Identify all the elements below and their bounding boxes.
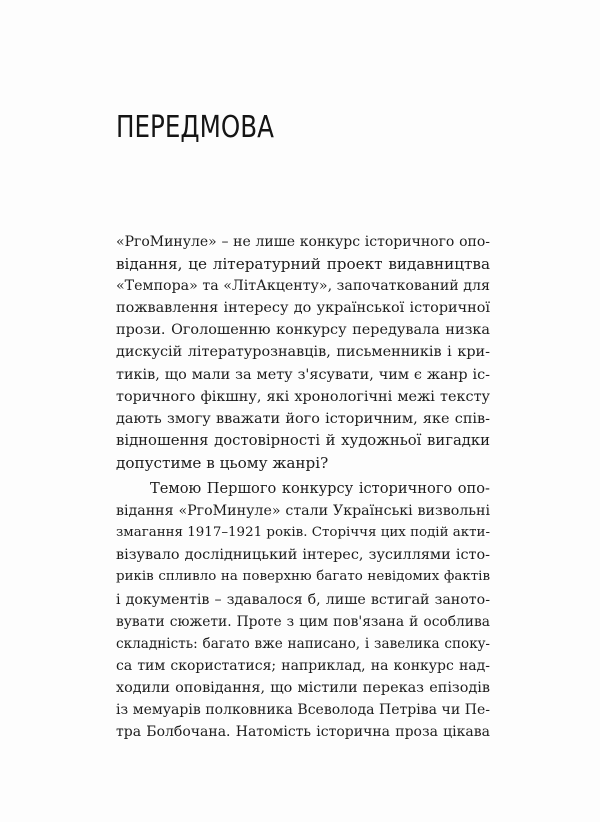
text-line: допустиме в цьому жанрі? <box>116 453 329 472</box>
body-text <box>116 231 490 743</box>
text-line: са тим скористатися; наприклад, на конкурс над- <box>116 657 490 674</box>
text-line: «PгоМинуле» – не лише конкурс історичного опо- <box>116 234 490 250</box>
text-line: тра Болбочана. Натомість історична проза цікава <box>116 724 490 741</box>
text-line: із мемуарів полковника Всеволода Петріва чи Пе- <box>116 701 490 718</box>
text-line: вувати сюжети. Проте з цим пов'язана й особлива <box>116 613 490 630</box>
text-line: «Темпора» та «ЛітАкценту», започаткований для <box>116 278 490 295</box>
paragraph-1 <box>116 231 490 474</box>
text-line: змагання 1917–1921 років. Сторіччя цих подій акти- <box>116 525 490 541</box>
text-line: торичного фікшну, які хронологічні межі тексту <box>116 388 490 405</box>
text-line: відношення достовірності й художньої вигадки <box>116 431 490 449</box>
text-line: тиків, що мали за мету з'ясувати, чим є жанр іс- <box>116 366 490 383</box>
paragraph-2 <box>116 478 490 743</box>
text-line: відання, це літературний проект видавництва <box>116 255 490 274</box>
text-line: і документів – здавалося б, лише встигай занoто- <box>116 591 490 608</box>
text-line: ходили оповідання, що містили переказ епізодів <box>116 679 490 696</box>
text-line: дискусій літературознавців, письменників і кри- <box>116 344 490 361</box>
text-line: Темою Першого конкурсу історичного опо- <box>150 480 490 498</box>
text-line: пожвавлення інтересу до української історичної <box>116 300 490 317</box>
text-line: візувало дослідницький інтерес, зусиллями істо- <box>116 547 490 564</box>
text-line: відання «PгоМинуле» стали Українські визвольні <box>116 503 490 520</box>
chapter-heading: ПЕРЕДМОВА <box>116 110 274 145</box>
text-line: риків спливло на поверхню багато невідомих фактів <box>116 569 490 585</box>
text-line: дають змогу вважати його історичним, яке спів- <box>116 410 490 427</box>
text-line: складність: багато вже написано, і завелика спокy- <box>116 635 490 652</box>
text-line: прози. Оголошенню конкурсу передувала низка <box>116 322 490 339</box>
